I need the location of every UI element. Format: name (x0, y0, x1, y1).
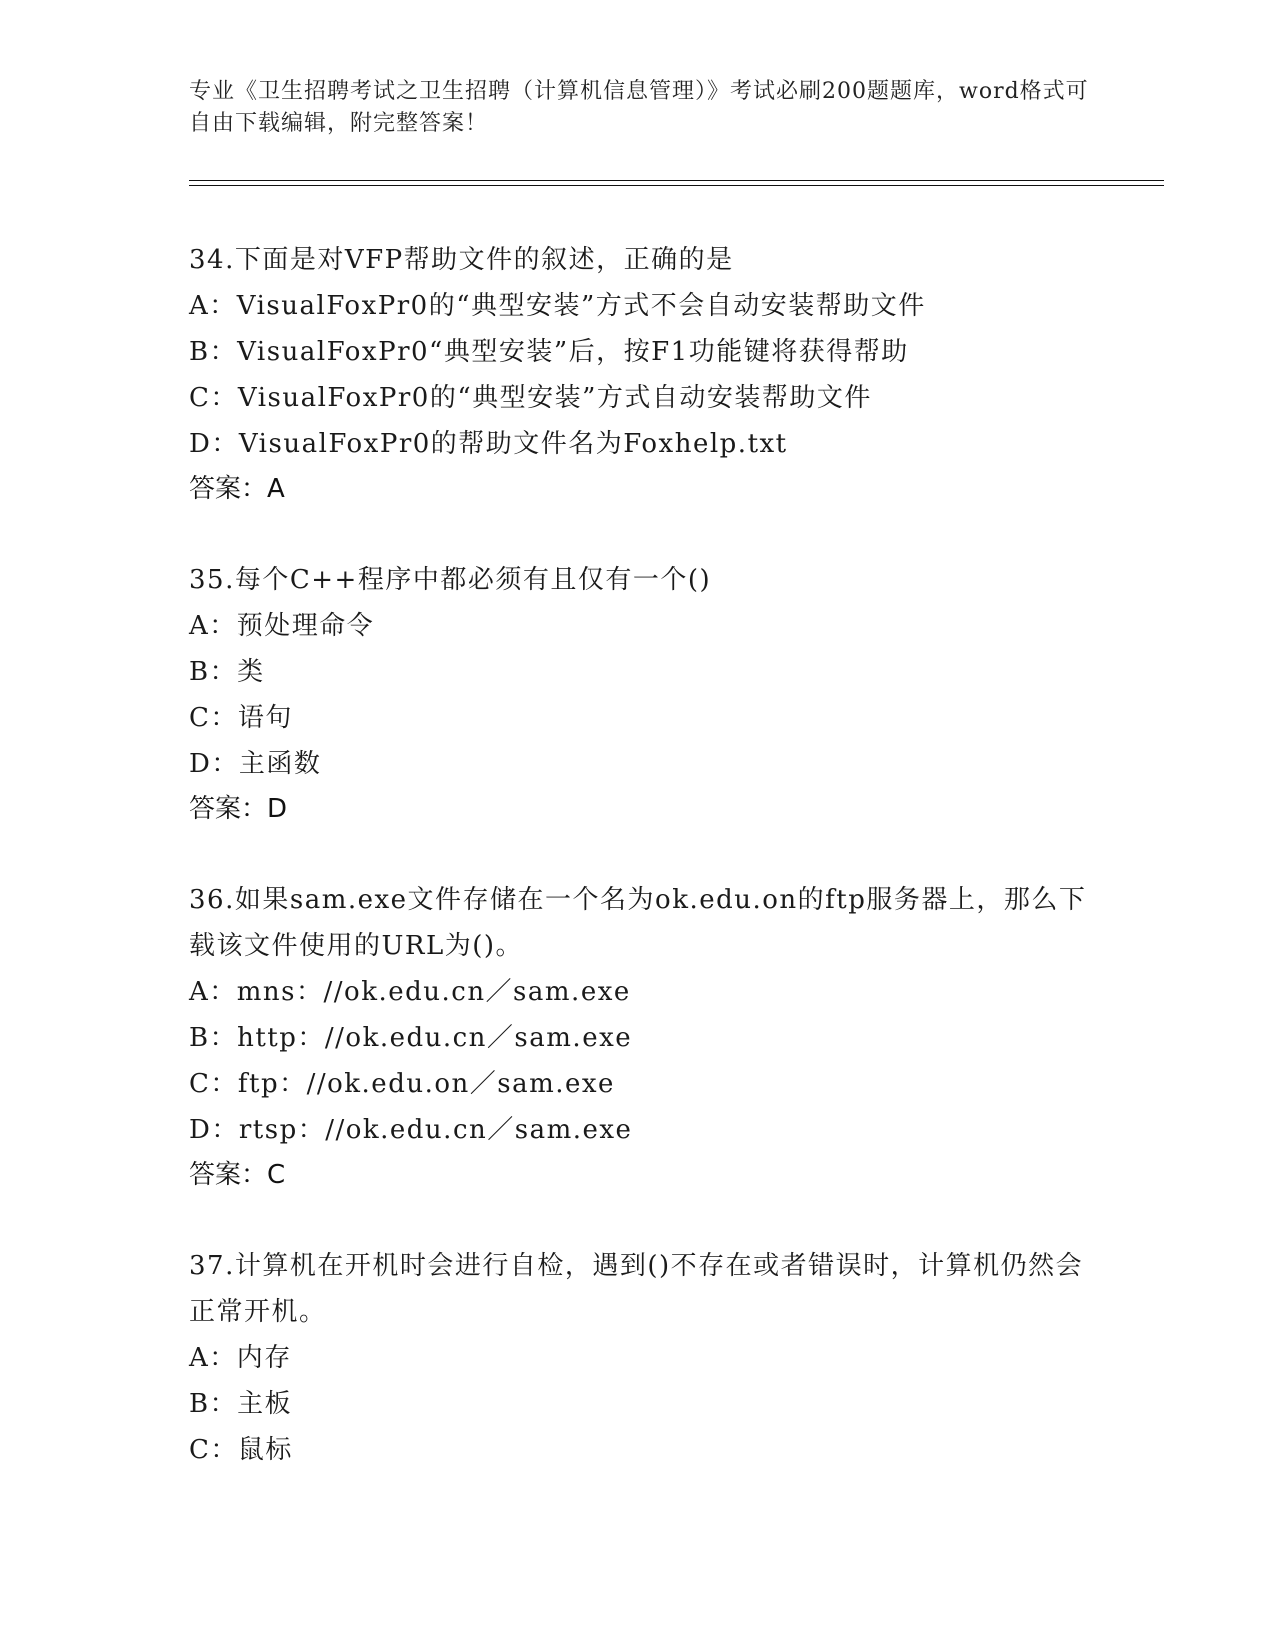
header-rule-top (189, 180, 1164, 181)
question-stem: 34.下面是对VFP帮助文件的叙述，正确的是 (189, 245, 734, 275)
question-34 (189, 237, 1089, 511)
option-d: D：rtsp：//ok.edu.cn／sam.exe (189, 1115, 633, 1145)
option-c: C：语句 (189, 703, 293, 733)
option-b: B：VisualFoxPr0“典型安装”后，按F1功能键将获得帮助 (189, 337, 909, 367)
option-b: B：http：//ok.edu.cn／sam.exe (189, 1023, 633, 1053)
option-c: C：鼠标 (189, 1435, 293, 1465)
option-a: A：VisualFoxPr0的“典型安装”方式不会自动安装帮助文件 (189, 291, 926, 321)
question-stem: 36.如果sam.exe文件存储在一个名为ok.edu.on的ftp服务器上，那么下载该文件使用的URL为()。 (189, 885, 1087, 961)
option-c: C：VisualFoxPr0的“典型安装”方式自动安装帮助文件 (189, 383, 872, 413)
header-text: 专业《卫生招聘考试之卫生招聘（计算机信息管理）》考试必刷200题题库，word格式可自由下载编辑，附完整答案！ (189, 79, 1089, 136)
question-stem: 37.计算机在开机时会进行自检，遇到()不存在或者错误时，计算机仍然会正常开机。 (189, 1251, 1084, 1327)
answer-label: 答案： (189, 794, 268, 824)
option-a: A：mns：//ok.edu.cn／sam.exe (189, 977, 631, 1007)
option-c: C：ftp：//ok.edu.on／sam.exe (189, 1069, 615, 1099)
header-rule-bottom (189, 185, 1164, 186)
question-36 (189, 877, 1089, 1197)
document-header (189, 76, 1089, 140)
option-d: D：主函数 (189, 749, 322, 779)
answer-label: 答案： (189, 474, 268, 504)
question-37 (189, 1243, 1089, 1473)
question-35 (189, 557, 1089, 831)
question-list (189, 237, 1089, 1519)
answer-value: D (267, 794, 288, 824)
answer-value: C (267, 1160, 286, 1190)
answer-label: 答案： (189, 1160, 268, 1190)
answer-line (189, 787, 1089, 831)
answer-line (189, 467, 1089, 511)
option-d: D：VisualFoxPr0的帮助文件名为Foxhelp.txt (189, 429, 788, 459)
answer-line (189, 1153, 1089, 1197)
option-a: A：预处理命令 (189, 611, 375, 641)
option-b: B：类 (189, 657, 265, 687)
question-stem: 35.每个C++程序中都必须有且仅有一个() (189, 565, 712, 595)
answer-value: A (267, 474, 285, 504)
option-a: A：内存 (189, 1343, 292, 1373)
option-b: B：主板 (189, 1389, 293, 1419)
